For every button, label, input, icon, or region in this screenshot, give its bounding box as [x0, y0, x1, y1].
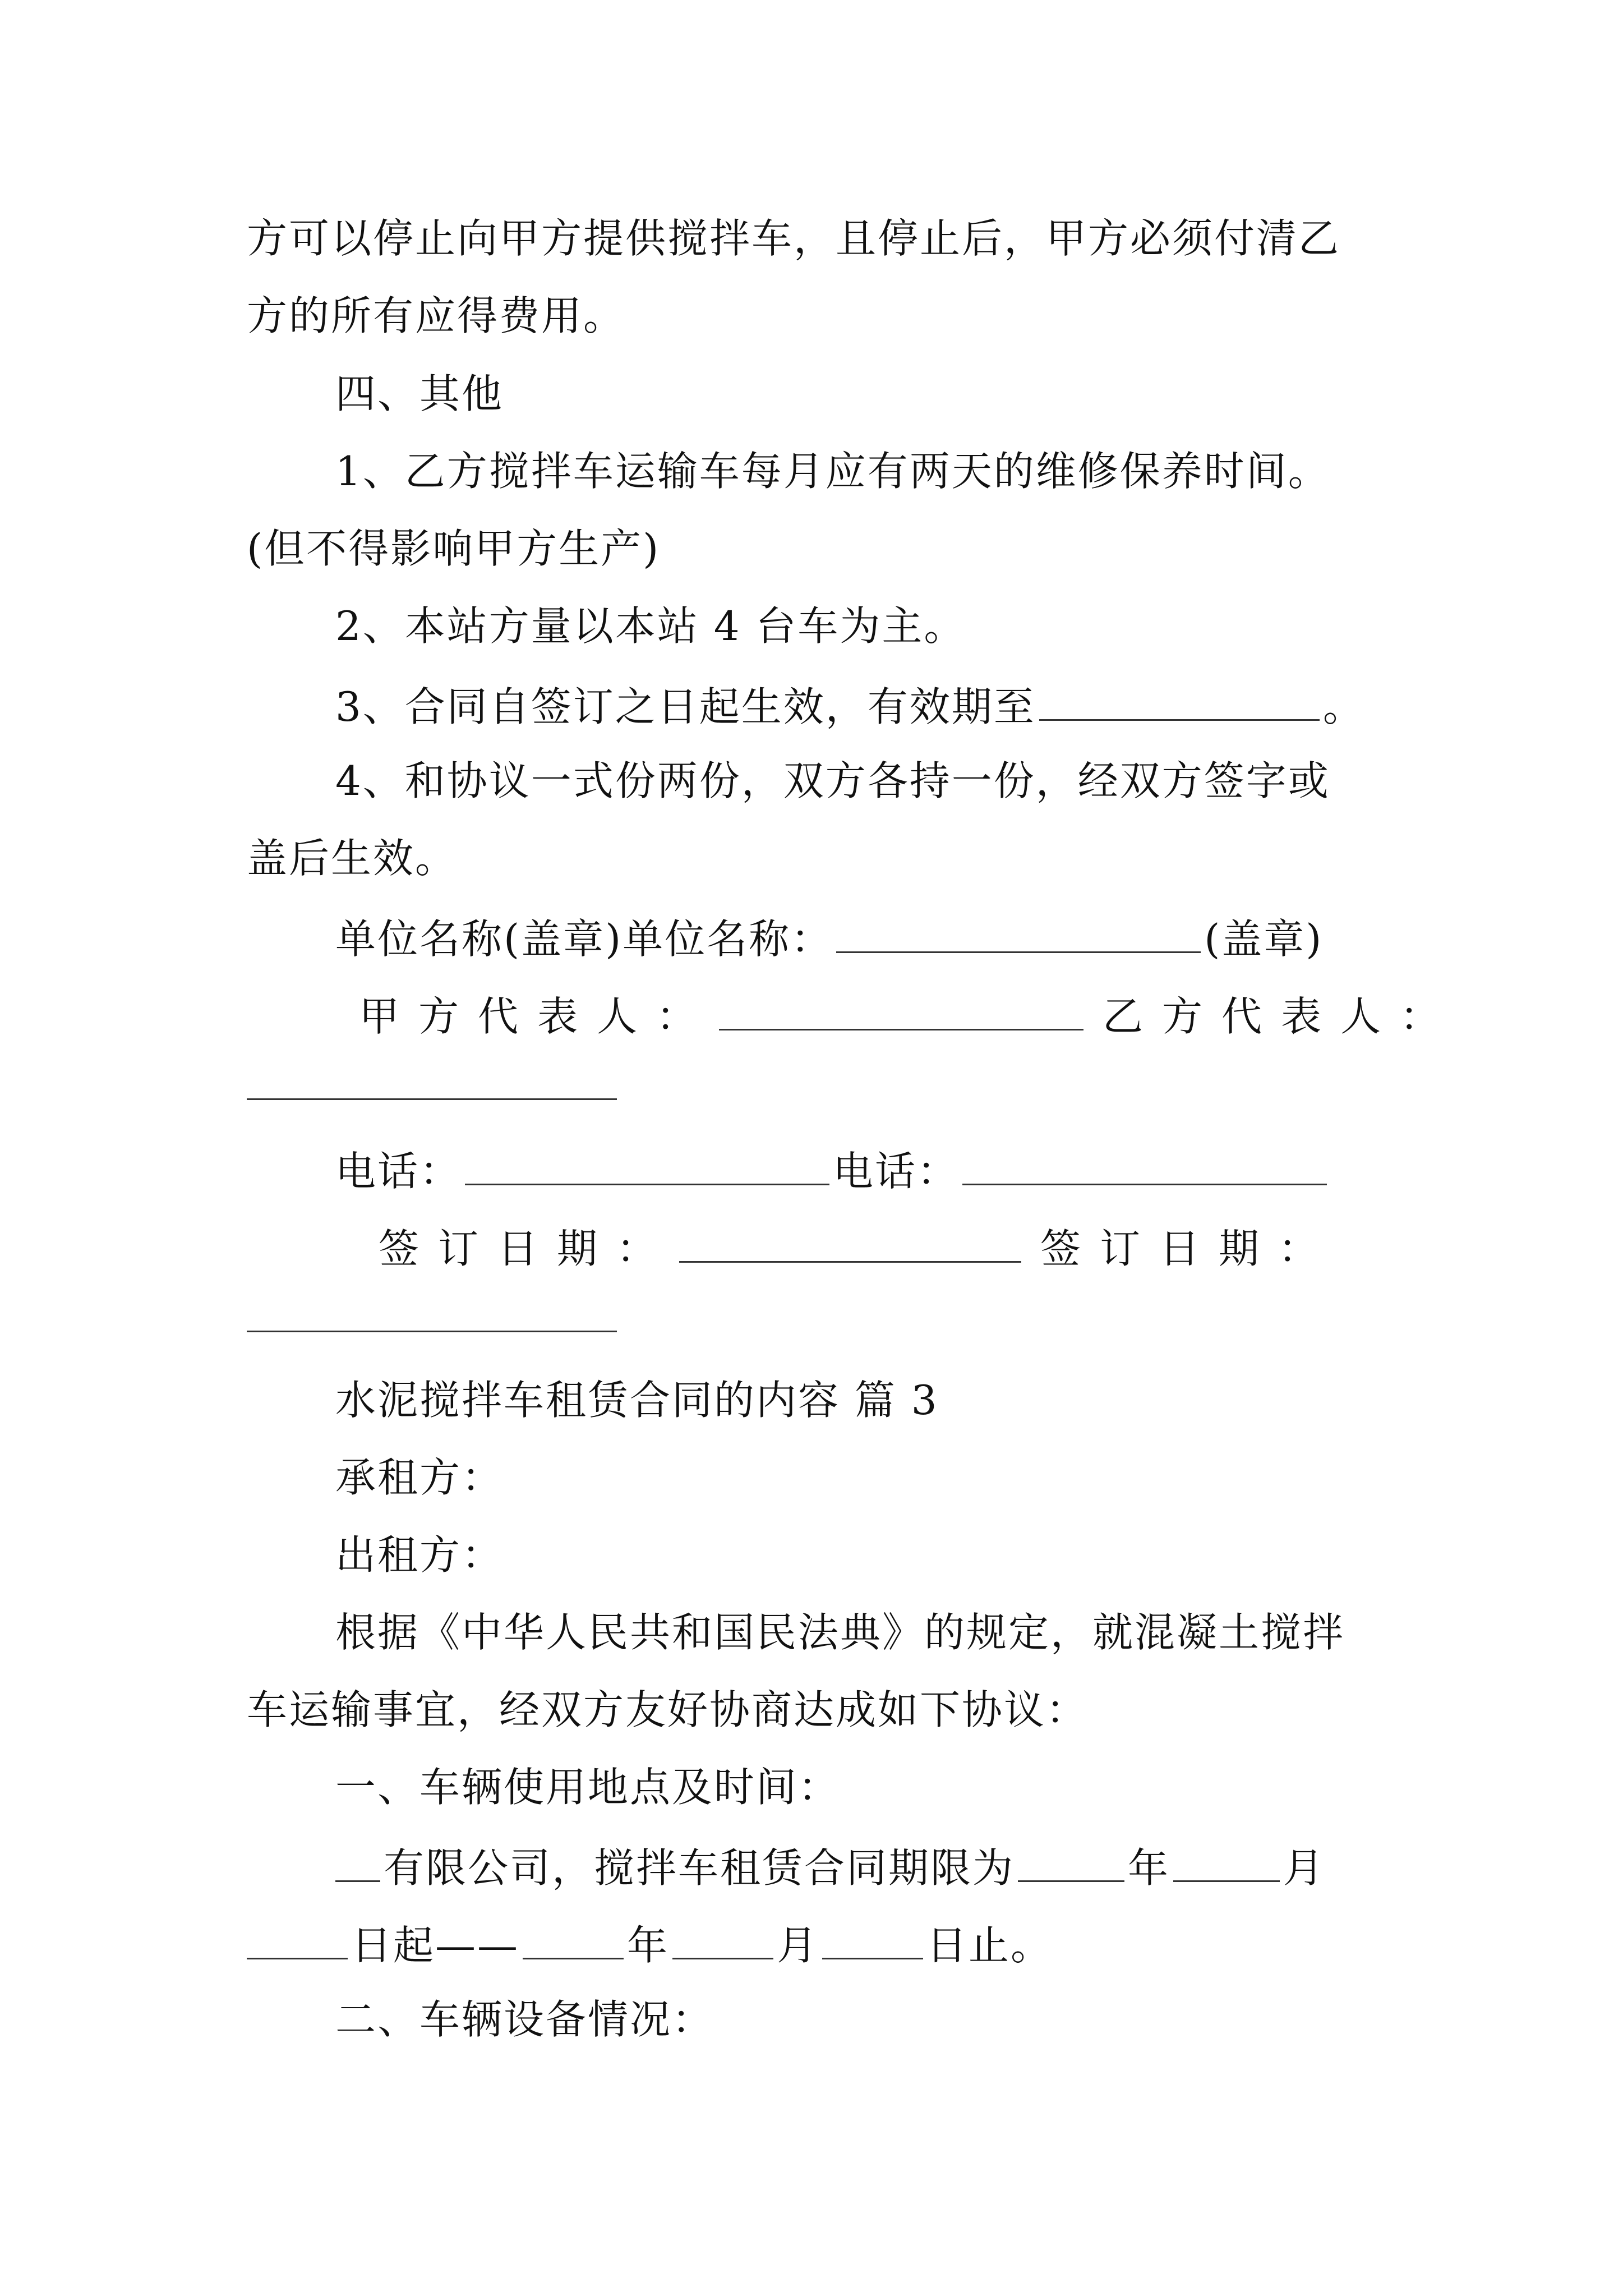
paragraph-line: 车运输事宜，经双方友好协商达成如下协议：: [247, 1686, 1089, 1733]
day-from-label: 日起——: [351, 1922, 520, 1969]
list-item: 2、本站方量以本站 4 台车为主。: [335, 602, 966, 650]
day-to-label: 日止。: [926, 1922, 1053, 1969]
unit-label: 单位名称(盖章)单位名称：: [335, 915, 833, 963]
party-b-date-blank: [247, 1331, 617, 1332]
signature-date-line: [379, 1217, 1338, 1277]
section-heading: 二、车辆设备情况：: [335, 1996, 714, 2043]
party-a-rep-label: 甲方代表人：: [359, 993, 716, 1040]
year-blank: [1018, 1837, 1124, 1882]
term-line: [247, 1914, 1053, 1973]
end-year-blank: [523, 1914, 624, 1959]
section-heading: 四、其他: [335, 370, 504, 417]
month-blank: [1173, 1837, 1280, 1882]
term-line: [335, 1837, 1325, 1896]
end-month-blank: [672, 1914, 773, 1959]
paragraph-line: 方的所有应得费用。: [247, 292, 626, 339]
party-b-date-label: 签订日期：: [1040, 1225, 1338, 1272]
company-blank: [335, 1837, 380, 1882]
year-label: 年: [1128, 1844, 1170, 1892]
month-label: 月: [1283, 1844, 1326, 1892]
list-item: 4、和协议一式份两份，双方各持一份，经双方签字或: [335, 757, 1330, 804]
party-b-phone-label: 电话：: [833, 1148, 960, 1195]
article-title: 水泥搅拌车租赁合同的内容 篇 3: [335, 1377, 939, 1424]
section-heading: 一、车辆使用地点及时间：: [335, 1764, 841, 1811]
signature-rep-line: [359, 985, 1459, 1045]
lessor-label: 出租方：: [335, 1531, 504, 1579]
party-a-date-blank: [679, 1217, 1021, 1263]
list-item: 1、乙方搅拌车运输车每月应有两天的维修保养时间。: [335, 448, 1330, 495]
end-month-label: 月: [777, 1922, 819, 1969]
party-a-rep-blank: [719, 985, 1083, 1030]
party-a-phone-blank: [465, 1140, 829, 1185]
party-b-rep-label: 乙方代表人：: [1103, 993, 1460, 1040]
validity-blank: [1039, 675, 1320, 721]
end-day-blank: [822, 1914, 923, 1959]
company-text: 有限公司，搅拌车租赁合同期限为: [384, 1844, 1015, 1892]
day-blank: [247, 1914, 348, 1959]
item3-end: 。: [1322, 683, 1365, 730]
list-item: [335, 675, 1365, 735]
unit-blank: [836, 908, 1201, 953]
signature-unit-line: [335, 908, 1323, 967]
paragraph-line: (但不得影响甲方生产): [247, 525, 661, 572]
party-b-phone-blank: [962, 1140, 1327, 1185]
signature-phone-line: [335, 1140, 1330, 1199]
party-b-rep-blank: [247, 1098, 617, 1100]
item3-text: 3、合同自签订之日起生效，有效期至: [335, 683, 1036, 730]
paragraph-line: 盖后生效。: [247, 835, 458, 882]
lessee-label: 承租方：: [335, 1454, 504, 1501]
end-year-label: 年: [627, 1922, 670, 1969]
paragraph-line: 根据《中华人民共和国民法典》的规定，就混凝土搅拌: [335, 1609, 1345, 1656]
party-a-phone-label: 电话：: [335, 1148, 462, 1195]
seal-label: (盖章): [1204, 915, 1324, 963]
party-a-date-label: 签订日期：: [379, 1225, 676, 1272]
paragraph-line: 方可以停止向甲方提供搅拌车，且停止后，甲方必须付清乙: [247, 215, 1341, 262]
